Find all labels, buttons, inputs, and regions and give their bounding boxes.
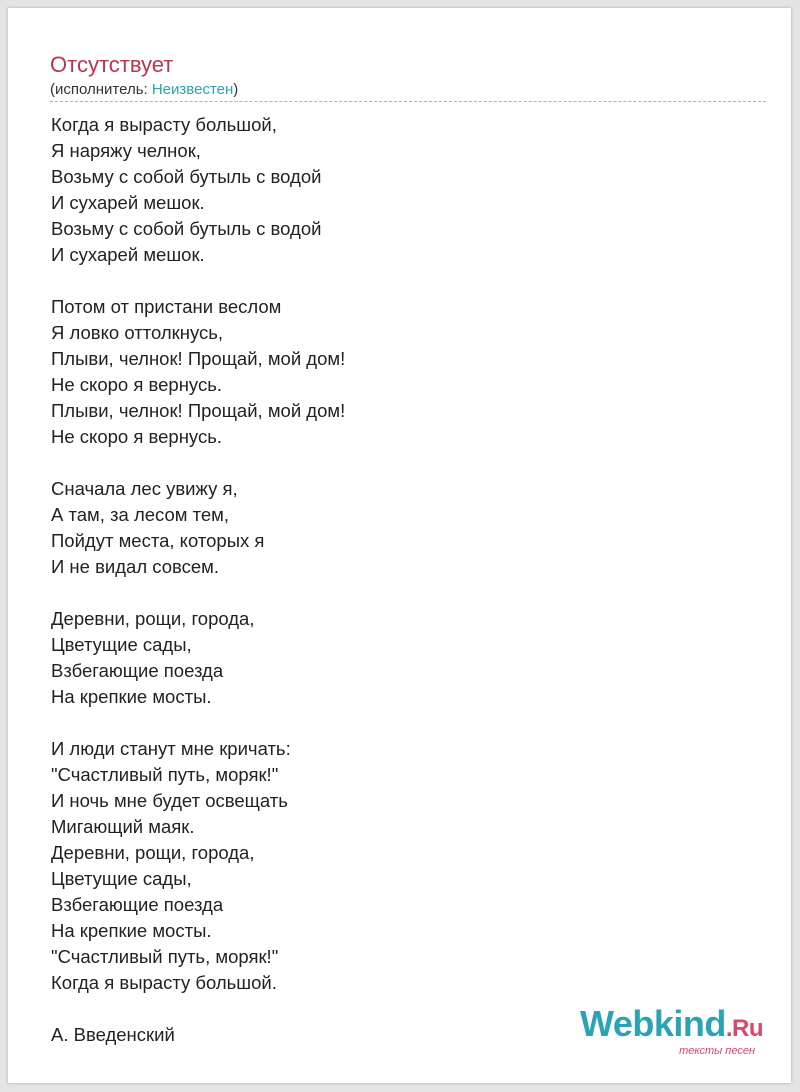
lyric-line: Не скоро я вернусь.	[51, 426, 222, 447]
lyric-line: Деревни, рощи, города,	[51, 608, 255, 629]
lyric-line: Когда я вырасту большой,	[51, 114, 277, 135]
lyric-line: Плыви, челнок! Прощай, мой дом!	[51, 348, 346, 369]
site-logo[interactable]	[579, 1003, 763, 1057]
stanza-break	[51, 710, 751, 736]
song-title: Отсутствует	[50, 52, 174, 77]
performer-info	[50, 81, 238, 99]
lyric-line: На крепкие мосты.	[51, 920, 212, 941]
lyric-line: Я ловко оттолкнусь,	[51, 322, 224, 343]
lyric-line: Я наряжу челнок,	[51, 140, 201, 161]
lyric-line: Когда я вырасту большой.	[51, 972, 277, 993]
logo-name: Webkind	[579, 1003, 726, 1044]
lyric-line: Потом от пристани веслом	[51, 296, 282, 317]
lyric-line: И ночь мне будет освещать	[51, 790, 288, 811]
logo-tld: .Ru	[725, 1015, 763, 1042]
lyric-line: Цветущие сады,	[51, 634, 192, 655]
performer-prefix: (исполнитель:	[50, 81, 152, 98]
stanza-break	[51, 580, 751, 606]
lyric-line: "Счастливый путь, моряк!"	[51, 946, 279, 967]
lyric-line: Взбегающие поезда	[51, 660, 224, 681]
artist-link[interactable]: Неизвестен	[151, 81, 234, 98]
lyric-line: И сухарей мешок.	[51, 192, 205, 213]
performer-suffix: )	[233, 81, 239, 98]
lyric-line: Взбегающие поезда	[51, 894, 224, 915]
logo-tagline: тексты песен	[679, 1045, 755, 1057]
lyrics-page	[8, 8, 791, 1083]
lyrics-text	[51, 112, 751, 1048]
title-divider	[50, 101, 766, 102]
lyric-line: И не видал совсем.	[51, 556, 220, 577]
lyric-line: Плыви, челнок! Прощай, мой дом!	[51, 400, 346, 421]
lyric-line: Возьму с собой бутыль с водой	[51, 166, 322, 187]
stanza-break	[51, 450, 751, 476]
lyric-line: Пойдут места, которых я	[51, 530, 265, 551]
lyric-line: На крепкие мосты.	[51, 686, 212, 707]
lyric-line: Возьму с собой бутыль с водой	[51, 218, 322, 239]
lyric-line: Деревни, рощи, города,	[51, 842, 255, 863]
lyric-line: "Счастливый путь, моряк!"	[51, 764, 279, 785]
lyric-line: А там, за лесом тем,	[51, 504, 230, 525]
lyric-line: А. Введенский	[51, 1024, 175, 1045]
stanza-break	[51, 268, 751, 294]
logo-wordmark	[579, 1003, 763, 1047]
lyric-line: Сначала лес увижу я,	[51, 478, 238, 499]
lyric-line: И люди станут мне кричать:	[51, 738, 291, 759]
lyric-line: Цветущие сады,	[51, 868, 192, 889]
lyric-line: И сухарей мешок.	[51, 244, 205, 265]
lyric-line: Не скоро я вернусь.	[51, 374, 222, 395]
lyric-line: Мигающий маяк.	[51, 816, 195, 837]
